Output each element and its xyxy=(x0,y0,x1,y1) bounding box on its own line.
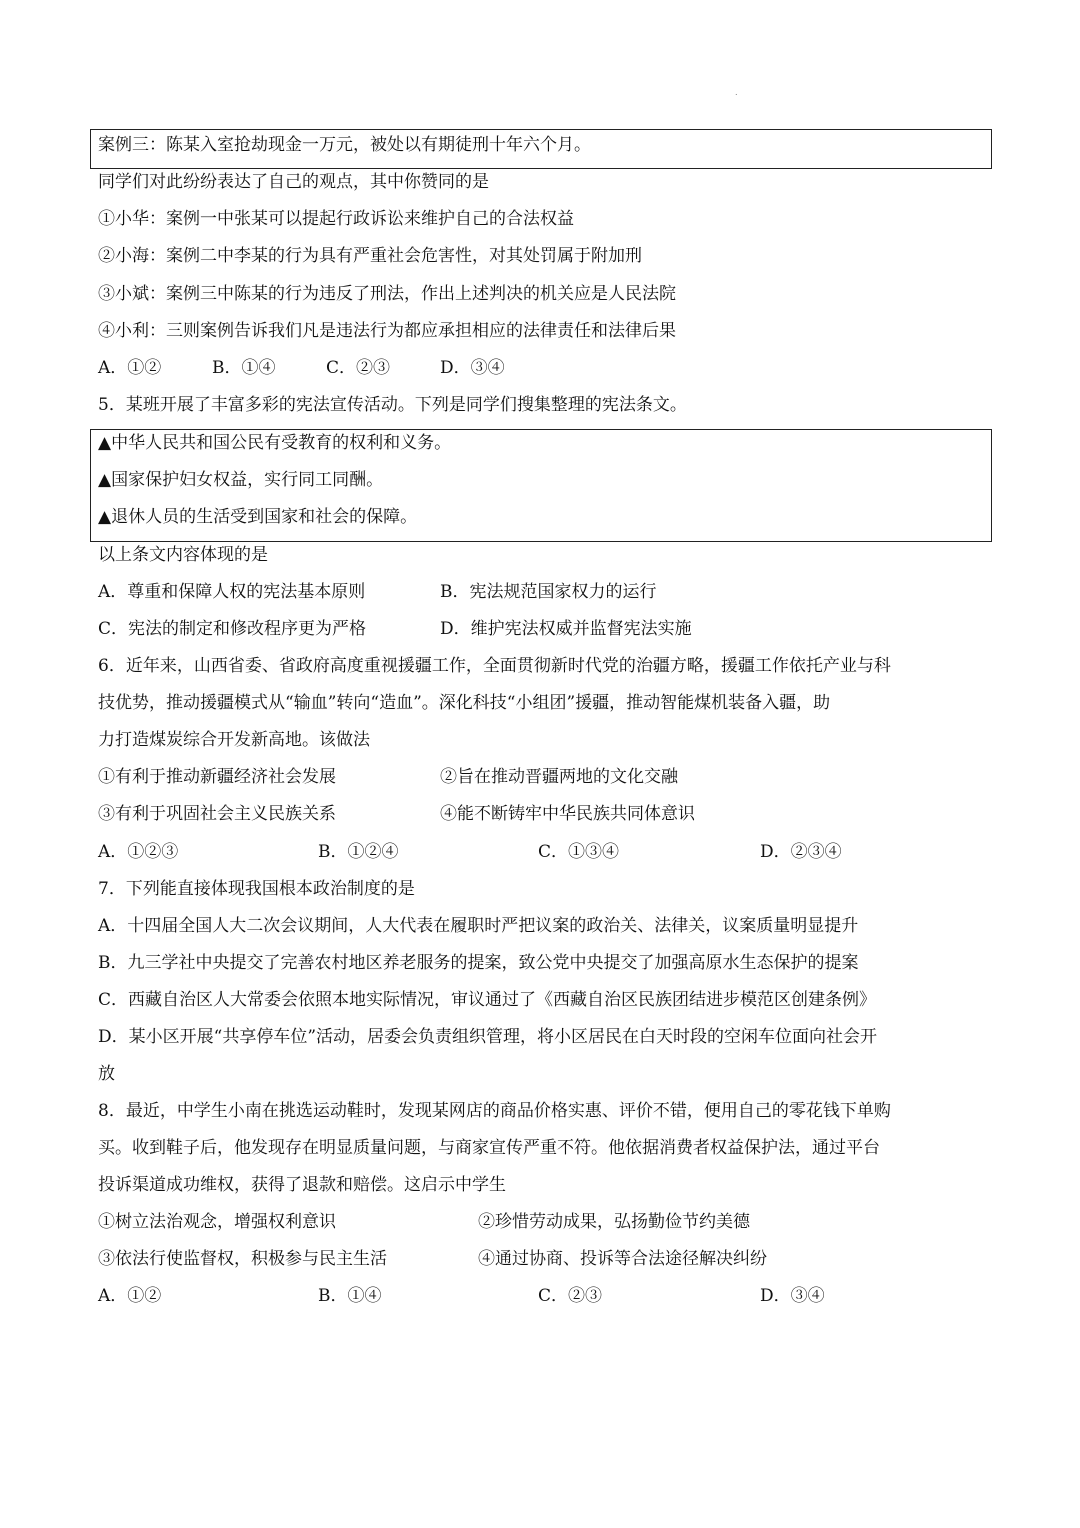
q4-option-d[interactable]: D．③④ xyxy=(440,358,505,378)
q7-option-c[interactable]: C．西藏自治区人大常委会依照本地实际情况，审议通过了《西藏自治区民族团结进步模范区创建条例》 xyxy=(98,990,877,1010)
q7-stem: 7．下列能直接体现我国根本政治制度的是 xyxy=(98,879,415,899)
q5-article-2: ▲国家保护妇女权益，实行同工同酬。 xyxy=(98,470,384,490)
q4-item-1: ①小华：案例一中张某可以提起行政诉讼来维护自己的合法权益 xyxy=(98,209,574,229)
q5-after: 以上条文内容体现的是 xyxy=(98,545,268,565)
q7-option-d[interactable]: D．某小区开展“共享停车位”活动，居委会负责组织管理，将小区居民在白天时段的空闲车位面向社会开 xyxy=(98,1027,878,1047)
q4-stem: 同学们对此纷纷表达了自己的观点，其中你赞同的是 xyxy=(98,172,489,192)
case-three-text: 案例三：陈某入室抢劫现金一万元，被处以有期徒刑十年六个月。 xyxy=(98,135,591,155)
q6-item-3: ③有利于巩固社会主义民族关系 xyxy=(98,804,336,824)
q8-item-2: ②珍惜劳动成果，弘扬勤俭节约美德 xyxy=(478,1212,750,1232)
q4-option-c[interactable]: C．②③ xyxy=(326,358,391,378)
q6-item-2: ②旨在推动晋疆两地的文化交融 xyxy=(440,767,678,787)
q7-option-b[interactable]: B．九三学社中央提交了完善农村地区养老服务的提案，致公党中央提交了加强高原水生态保护的提案 xyxy=(98,953,859,973)
q6-option-b[interactable]: B．①②④ xyxy=(318,842,399,862)
page-mark: . xyxy=(735,88,738,97)
q8-stem-line-1: 8．最近，中学生小南在挑选运动鞋时，发现某网店的商品价格实惠、评价不错，便用自己的零花钱下单购 xyxy=(98,1101,891,1121)
q6-option-d[interactable]: D．②③④ xyxy=(760,842,842,862)
q7-option-a[interactable]: A．十四届全国人大二次会议期间，人大代表在履职时严把议案的政治关、法律关，议案质量明显提升 xyxy=(98,916,859,936)
q5-article-3: ▲退休人员的生活受到国家和社会的保障。 xyxy=(98,507,418,527)
q5-article-1: ▲中华人民共和国公民有受教育的权利和义务。 xyxy=(98,433,452,453)
q8-option-c[interactable]: C．②③ xyxy=(538,1286,603,1306)
q8-option-a[interactable]: A．①② xyxy=(98,1286,162,1306)
q5-option-c[interactable]: C．宪法的制定和修改程序更为严格 xyxy=(98,619,367,639)
q5-option-a[interactable]: A．尊重和保障人权的宪法基本原则 xyxy=(98,582,366,602)
q4-option-a[interactable]: A．①② xyxy=(98,358,162,378)
q4-item-3: ③小斌：案例三中陈某的行为违反了刑法，作出上述判决的机关应是人民法院 xyxy=(98,284,676,304)
q6-item-1: ①有利于推动新疆经济社会发展 xyxy=(98,767,336,787)
q4-item-2: ②小海：案例二中李某的行为具有严重社会危害性，对其处罚属于附加刑 xyxy=(98,246,642,266)
q4-option-b[interactable]: B．①④ xyxy=(212,358,276,378)
q5-option-d[interactable]: D．维护宪法权威并监督宪法实施 xyxy=(440,619,692,639)
q6-option-c[interactable]: C．①③④ xyxy=(538,842,620,862)
q8-option-b[interactable]: B．①④ xyxy=(318,1286,382,1306)
q4-item-4: ④小利：三则案例告诉我们凡是违法行为都应承担相应的法律责任和法律后果 xyxy=(98,321,676,341)
q6-item-4: ④能不断铸牢中华民族共同体意识 xyxy=(440,804,695,824)
q5-option-b[interactable]: B．宪法规范国家权力的运行 xyxy=(440,582,657,602)
q6-option-a[interactable]: A．①②③ xyxy=(98,842,179,862)
q8-stem-line-3: 投诉渠道成功维权，获得了退款和赔偿。这启示中学生 xyxy=(98,1175,506,1195)
q6-stem-line-1: 6．近年来，山西省委、省政府高度重视援疆工作，全面贯彻新时代党的治疆方略，援疆工作依托产业与科 xyxy=(98,656,891,676)
q6-stem-line-2: 技优势，推动援疆模式从“输血”转向“造血”。深化科技“小组团”援疆，推动智能煤机装备入疆，助 xyxy=(98,693,831,713)
q8-stem-line-2: 买。收到鞋子后，他发现存在明显质量问题，与商家宣传严重不符。他依据消费者权益保护法，通过平台 xyxy=(98,1138,880,1158)
q8-item-3: ③依法行使监督权，积极参与民主生活 xyxy=(98,1249,387,1269)
q8-option-d[interactable]: D．③④ xyxy=(760,1286,825,1306)
q7-option-d-continued: 放 xyxy=(98,1064,115,1084)
q8-item-1: ①树立法治观念，增强权利意识 xyxy=(98,1212,336,1232)
q8-item-4: ④通过协商、投诉等合法途径解决纠纷 xyxy=(478,1249,767,1269)
q5-stem: 5．某班开展了丰富多彩的宪法宣传活动。下列是同学们搜集整理的宪法条文。 xyxy=(98,395,687,415)
q6-stem-line-3: 力打造煤炭综合开发新高地。该做法 xyxy=(98,730,370,750)
